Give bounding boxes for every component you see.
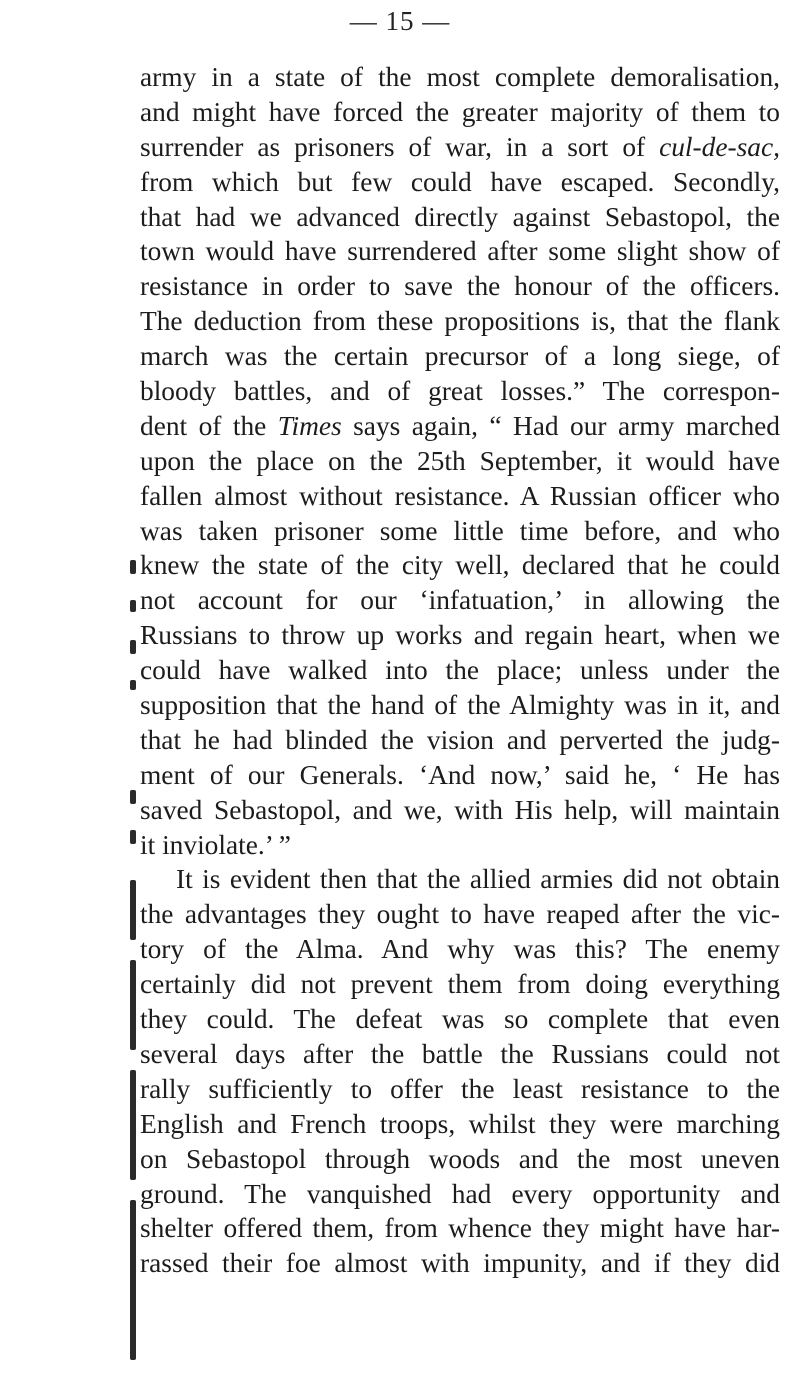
text-line: army in a state of the most complete demoralisation,: [140, 62, 780, 92]
text-line: ground. The vanquished had every opportunity and: [140, 1178, 780, 1209]
text-line: shelter offered them, from whence they might have har-: [140, 1213, 780, 1244]
text-line: it inviolate.’ ”: [140, 829, 291, 860]
text-line: could have walked into the place; unless under the: [140, 655, 780, 686]
text-line: several days after the battle the Russians could not: [140, 1038, 780, 1069]
gutter-mark: [130, 960, 136, 1050]
text-line: rally sufficiently to offer the least resistance to the: [140, 1073, 780, 1104]
text-line: ment of our Generals. ‘And now,’ said he, ‘ He has: [140, 759, 780, 790]
text-line: supposition that the hand of the Almighty was in it, and: [140, 690, 780, 721]
text-line: resistance in order to save the honour of the officers.: [140, 271, 780, 302]
text-line: English and French troops, whilst they were marching: [140, 1108, 780, 1139]
text-line: town would have surrendered after some slight show of: [140, 236, 780, 267]
text-line: rassed their foe almost with impunity, and if they did: [140, 1248, 780, 1279]
text-line: from which but few could have escaped. Secondly,: [140, 166, 780, 197]
text-line: Russians to throw up works and regain heart, when we: [140, 620, 780, 651]
text-line: fallen almost without resistance. A Russian officer who: [140, 480, 780, 511]
text-line: that he had blinded the vision and perverted the judg-: [140, 724, 780, 755]
gutter-mark: [130, 880, 136, 940]
page-number: — 15 —: [349, 6, 451, 36]
text-line: they could. The defeat was so complete that even: [140, 1004, 780, 1035]
text-line: The deduction from these propositions is, that the flank: [140, 306, 780, 337]
text-line: upon the place on the 25th September, it would have: [140, 445, 780, 476]
text-line: bloody battles, and of great losses.” The correspon-: [140, 376, 780, 407]
text-line: surrender as prisoners of war, in a sort of cul-de-sac,: [140, 131, 780, 162]
text-line: It is evident then that the allied armies did not obtain: [176, 864, 780, 895]
gutter-mark: [130, 1070, 136, 1180]
text-line: on Sebastopol through woods and the most uneven: [140, 1143, 780, 1174]
text-line: saved Sebastopol, and we, with His help, will maintain: [140, 794, 780, 825]
text-line: not account for our ‘infatuation,’ in allowing the: [140, 585, 780, 616]
body-text: [140, 60, 780, 1281]
gutter-mark: [130, 790, 136, 804]
gutter-mark: [130, 830, 136, 844]
text-line: the advantages they ought to have reaped after the vic-: [140, 899, 780, 930]
italic-term: cul-de-sac,: [659, 131, 780, 162]
text-line: march was the certain precursor of a long siege, of: [140, 341, 780, 372]
text-line: that had we advanced directly against Sebastopol, the: [140, 201, 780, 232]
gutter-mark: [130, 1200, 136, 1360]
text-line: dent of the Times says again, “ Had our army marched: [140, 410, 780, 441]
text-line: was taken prisoner some little time before, and who: [140, 515, 780, 546]
text-line: and might have forced the greater majority of them to: [140, 96, 780, 127]
gutter-mark: [130, 680, 136, 690]
text-line: certainly did not prevent them from doing everything: [140, 969, 780, 1000]
gutter-mark: [130, 560, 136, 574]
binding-gutter-shadow: [110, 560, 138, 1380]
text-line: knew the state of the city well, declared that he could: [140, 550, 780, 581]
italic-term: Times: [277, 410, 342, 441]
gutter-mark: [130, 600, 136, 612]
gutter-mark: [130, 640, 136, 654]
text-line: tory of the Alma. And why was this? The enemy: [140, 934, 780, 965]
